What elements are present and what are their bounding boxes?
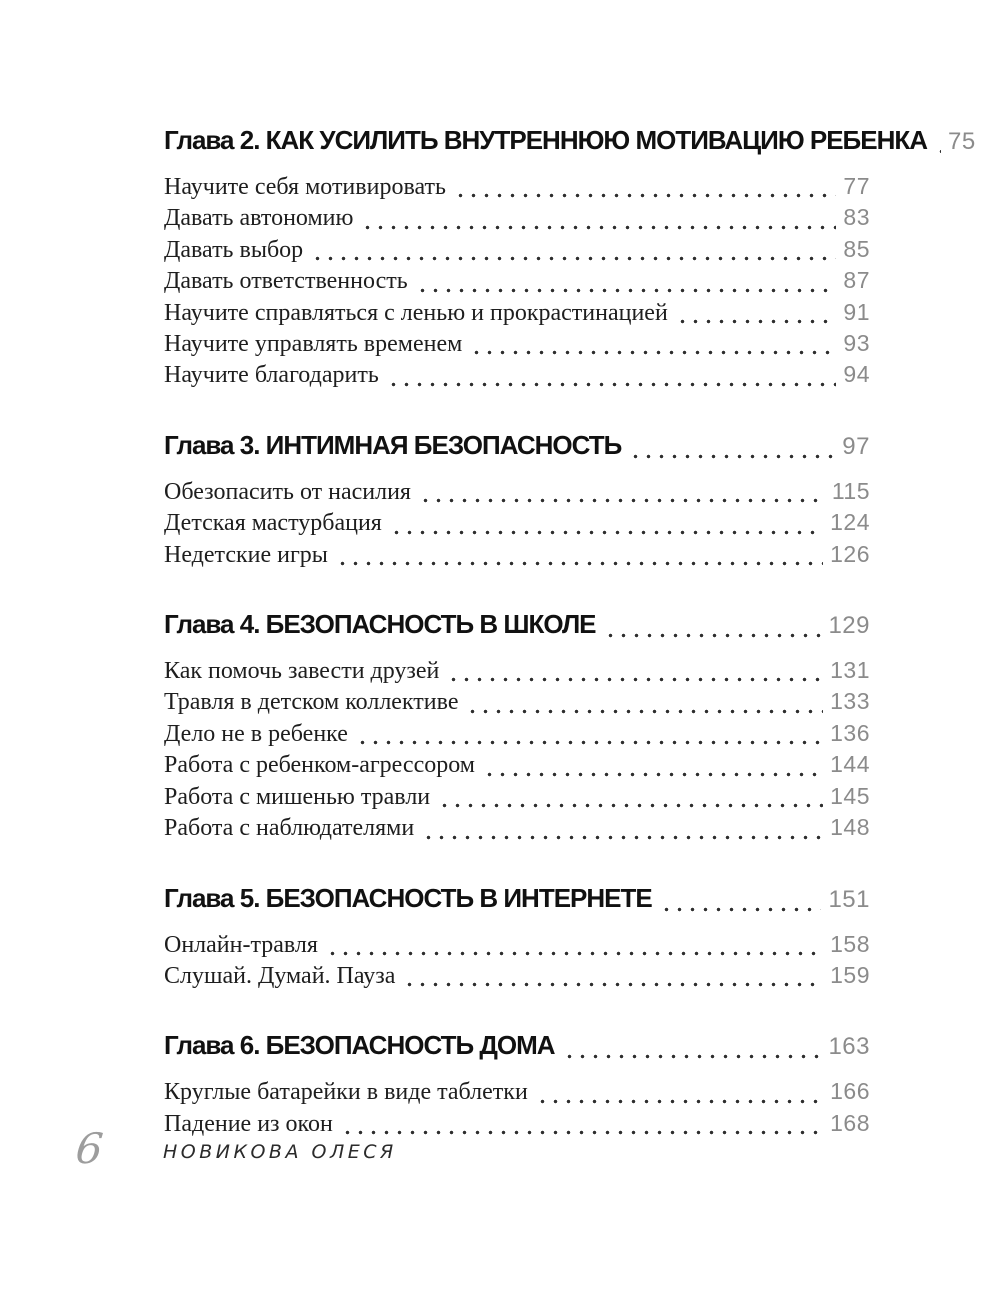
toc-entry-title: Детская мастурбация <box>164 510 382 537</box>
toc-entry-title: Давать автономию <box>164 205 354 232</box>
toc-entry-page-number: 144 <box>830 751 870 778</box>
toc-chapter-title: Глава 5. БЕЗОПАСНОСТЬ В ИНТЕРНЕТЕ <box>164 882 652 913</box>
toc-chapter-page-number: 97 <box>842 432 870 460</box>
toc-entry-row <box>164 265 870 296</box>
toc-entry-page-number: 91 <box>843 298 870 325</box>
toc-entry-row <box>164 929 870 960</box>
toc-chapter-row <box>164 124 976 158</box>
toc-entry-title: Работа с мишенью травли <box>164 783 431 810</box>
toc-entry-title: Падение из окон <box>164 1110 333 1137</box>
page-number-folio: 6 <box>73 1124 106 1173</box>
toc-entry-row <box>164 234 870 265</box>
dot-leader <box>470 350 836 355</box>
toc-entry-title: Научите благодарить <box>164 362 379 389</box>
toc-entry-title: Научите себя мотивировать <box>164 174 446 200</box>
dot-leader <box>629 454 835 459</box>
toc-entry-page-number: 158 <box>830 930 870 957</box>
toc-chapter-title: Глава 2. КАК УСИЛИТЬ ВНУТРЕННЮЮ МОТИВАЦИЮ РЕБЕНКА <box>164 125 928 155</box>
toc-chapter-page-number: 75 <box>948 128 976 155</box>
toc-chapter-page-number: 151 <box>828 885 870 913</box>
toc-entry-row <box>164 476 870 507</box>
dot-leader <box>536 1099 823 1104</box>
toc-entry-row <box>164 960 870 991</box>
toc-entry-title: Научите управлять временем <box>164 331 463 358</box>
toc-entry-page-number: 94 <box>843 361 870 388</box>
dot-leader <box>390 530 823 535</box>
toc-entry-row <box>164 297 870 328</box>
toc-entry-row <box>164 539 870 570</box>
toc-entry-row <box>164 1076 870 1107</box>
dot-leader <box>326 951 823 956</box>
toc-entry-title: Травля в детском коллективе <box>164 689 459 716</box>
toc-chapter-title: Глава 6. БЕЗОПАСНОСТЬ ДОМА <box>164 1030 555 1061</box>
toc-entry-title: Недетские игры <box>164 541 328 568</box>
toc-entry-page-number: 126 <box>830 540 870 567</box>
toc-entry-title: Работа с ребенком-агрессором <box>164 752 475 779</box>
toc-entry-page-number: 85 <box>843 235 870 262</box>
toc-entry-page-number: 159 <box>830 961 870 988</box>
dot-leader <box>419 498 825 503</box>
toc-chapter-page-number: 129 <box>828 612 870 640</box>
toc-entry-title: Круглые батарейки в виде таблетки <box>164 1079 528 1106</box>
toc-entry-page-number: 145 <box>830 782 870 809</box>
toc-entry-page-number: 83 <box>843 204 870 231</box>
toc-entry-row <box>164 171 870 202</box>
dot-leader <box>356 740 823 745</box>
toc-section <box>164 429 870 570</box>
toc-entry-title: Научите справляться с ленью и прокрастинацией <box>164 299 668 326</box>
toc-entry-title: Обезопасить от насилия <box>164 478 411 505</box>
toc-section <box>164 1029 870 1139</box>
toc-entry-page-number: 148 <box>830 814 870 841</box>
dot-leader <box>935 149 941 154</box>
footer-author: НОВИКОВА ОЛЕСЯ <box>163 1141 397 1163</box>
toc-entry-page-number: 168 <box>830 1109 870 1136</box>
dot-leader <box>403 982 823 987</box>
toc-entry-row <box>164 328 870 359</box>
dot-leader <box>466 709 823 714</box>
dot-leader <box>361 225 836 230</box>
toc-entry-title: Дело не в ребенке <box>164 720 348 747</box>
toc-entry-page-number: 124 <box>830 509 870 536</box>
toc-entry-row <box>164 655 870 686</box>
dot-leader <box>422 835 823 840</box>
toc-section <box>164 124 976 391</box>
toc-section <box>164 608 870 843</box>
toc-entry-page-number: 87 <box>843 267 870 294</box>
dot-leader <box>336 561 823 566</box>
dot-leader <box>311 256 836 261</box>
toc-entry-row <box>164 812 870 843</box>
dot-leader <box>447 677 823 682</box>
toc-entry-row <box>164 359 870 390</box>
toc-entry-row <box>164 507 870 538</box>
toc-chapter-row <box>164 1029 870 1063</box>
toc-entry-page-number: 131 <box>830 657 870 684</box>
toc-entry-row <box>164 686 870 717</box>
toc-chapter-row <box>164 608 870 642</box>
toc-entry-page-number: 115 <box>831 477 870 504</box>
dot-leader <box>341 1130 823 1135</box>
toc-entry-title: Работа с наблюдателями <box>164 815 415 842</box>
toc-entry-page-number: 93 <box>843 330 870 357</box>
toc-entry-title: Как помочь завести друзей <box>164 658 440 685</box>
dot-leader <box>676 319 837 324</box>
toc-entry-row <box>164 202 870 233</box>
dot-leader <box>604 633 822 638</box>
toc-chapter-page-number: 163 <box>828 1033 870 1061</box>
dot-leader <box>454 193 836 198</box>
dot-leader <box>483 772 823 777</box>
toc-entry-row <box>164 1108 870 1139</box>
toc-entry-title: Давать ответственность <box>164 268 408 295</box>
toc-entry-row <box>164 749 870 780</box>
toc-entry-title: Давать выбор <box>164 236 304 263</box>
toc-chapter-row <box>164 429 870 463</box>
dot-leader <box>563 1054 822 1059</box>
dot-leader <box>660 907 822 912</box>
toc-chapter-title: Глава 4. БЕЗОПАСНОСТЬ В ШКОЛЕ <box>164 609 596 640</box>
toc-entry-row <box>164 718 870 749</box>
toc-entry-row <box>164 781 870 812</box>
dot-leader <box>438 803 823 808</box>
toc-entry-page-number: 77 <box>843 173 870 199</box>
table-of-contents <box>164 124 976 1139</box>
toc-chapter-row <box>164 882 870 916</box>
dot-leader <box>387 382 837 387</box>
toc-entry-page-number: 166 <box>830 1078 870 1105</box>
dot-leader <box>416 288 837 293</box>
toc-chapter-title: Глава 3. ИНТИМНАЯ БЕЗОПАСНОСТЬ <box>164 429 622 460</box>
toc-entry-title: Онлайн-травля <box>164 931 318 958</box>
toc-entry-page-number: 136 <box>830 719 870 746</box>
toc-section <box>164 882 870 992</box>
toc-entry-title: Слушай. Думай. Пауза <box>164 962 396 989</box>
toc-entry-page-number: 133 <box>830 688 870 715</box>
